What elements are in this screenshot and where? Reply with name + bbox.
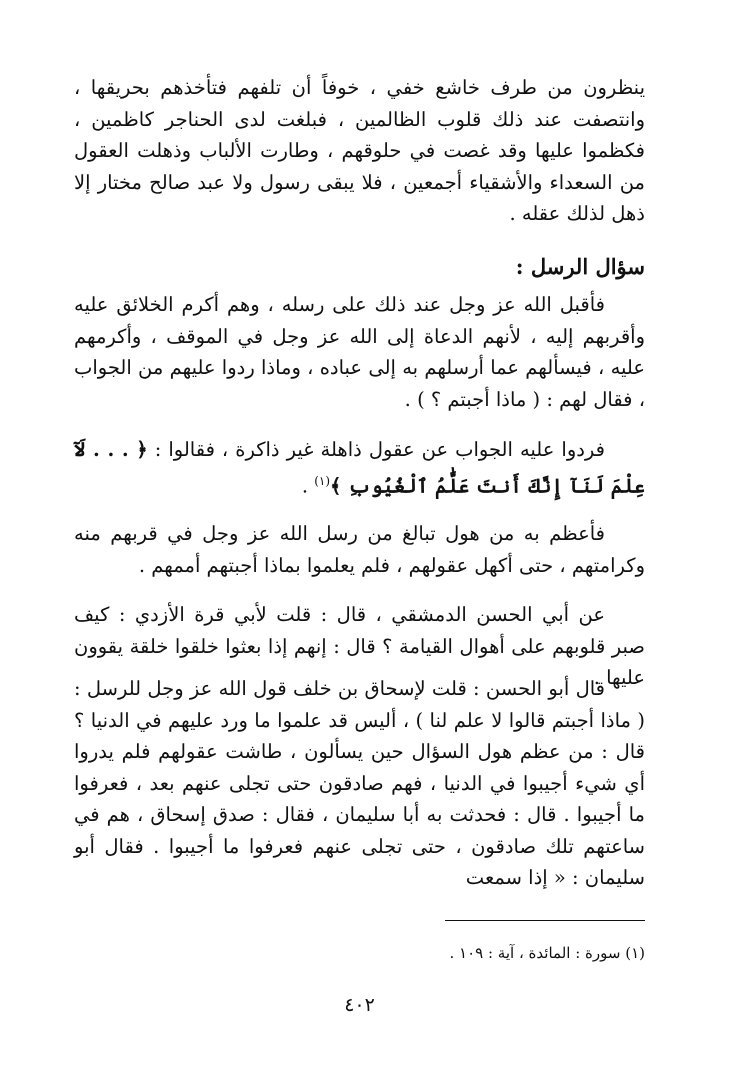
paragraph-messengers-questioned: فأقبل الله عز وجل عند ذلك على رسله ، وهم أكرم الخلائق عليه وأقربهم إليه ، لأنهم الدعاة إلى الله عز وجل في الموقف ، وأكرمهم عليه ، فيسألهم عما أرسلهم به إلى عباده ، وماذا ردوا عليهم من الجواب ، فقال لهم : ( ماذا أجبتم ؟ ) .: [74, 293, 645, 411]
answer-prefix-text: فردوا عليه الجواب عن عقول ذاهلة غير ذاكرة ، فقالوا :: [154, 438, 605, 461]
paragraph-awe: فأعظم به من هول تبالغ من رسل الله عز وجل في قربهم منه وكرامتهم ، حتى أكهل عقولهم ، فلم يعلموا بماذا أجبتهم أممهم .: [74, 522, 645, 577]
quran-verse: ﴿ . . . لَآ عِلْمَ لَنَآ إِنَّكَ أَنتَ عَلَّٰمُ ٱلْغُيُوبِ ﴾: [74, 438, 645, 497]
paragraph-narration-abu-qurra: عن أبي الحسن الدمشقي ، قال : قلت لأبي قرة الأزدي : كيف صبر قلوبهم على أهوال القيامة ؟ قال : إنهم إذا بعثوا خلقوا خلقة يقوون عليها .: [74, 603, 645, 689]
paragraph-quran-answer: [74, 434, 645, 502]
page-number: ٤٠٢: [344, 994, 375, 1016]
page-content: [74, 72, 645, 1080]
paragraph-narration-ishaq: قال أبو الحسن : قلت لإسحاق بن خلف قول الله عز وجل للرسل : ( ماذا أجبتم قالوا لا علم لنا ) ، أليس قد علموا ما ورد عليهم في الدنيا ؟ قال : من عظم هول السؤال حين يسألون ، طاشت عقولهم فلم يدروا أي شيء أجيبوا في الدنيا ، فهم صادقون حتى تجلى عنهم بعد ، فعرفوا ما أجيبوا . قال : فحدثت به أبا سليمان ، فقال : صدق إسحاق ، هم في ساعتهم تلك صادقون ، حتى تجلى عنهم فعرفوا ما أجيبوا . فقال أبو سليمان : « إذا سمعت: [74, 677, 645, 889]
footnote-divider: [445, 920, 645, 921]
answer-suffix-text: .: [301, 474, 315, 497]
footnote-reference[interactable]: (١): [314, 473, 331, 488]
intro-paragraph: ينظرون من طرف خاشع خفي ، خوفاً أن تلفهم فتأخذهم بحريقها ، وانتصفت عند ذلك قلوب الظالمين ، فبلغت لدى الحناجر كاظمين ، فكظموا عليها وقد غصت في حلوقهم ، وطارت الألباب وذهلت العقول من السعداء والأشقياء أجمعين ، فلا يبقى رسول ولا عبد صالح مختار إلا ذهل لذلك عقله .: [74, 76, 645, 225]
footnote-text: (١) سورة : المائدة ، آية : ١٠٩ .: [449, 944, 645, 962]
section-heading: سؤال الرسل :: [515, 254, 645, 279]
